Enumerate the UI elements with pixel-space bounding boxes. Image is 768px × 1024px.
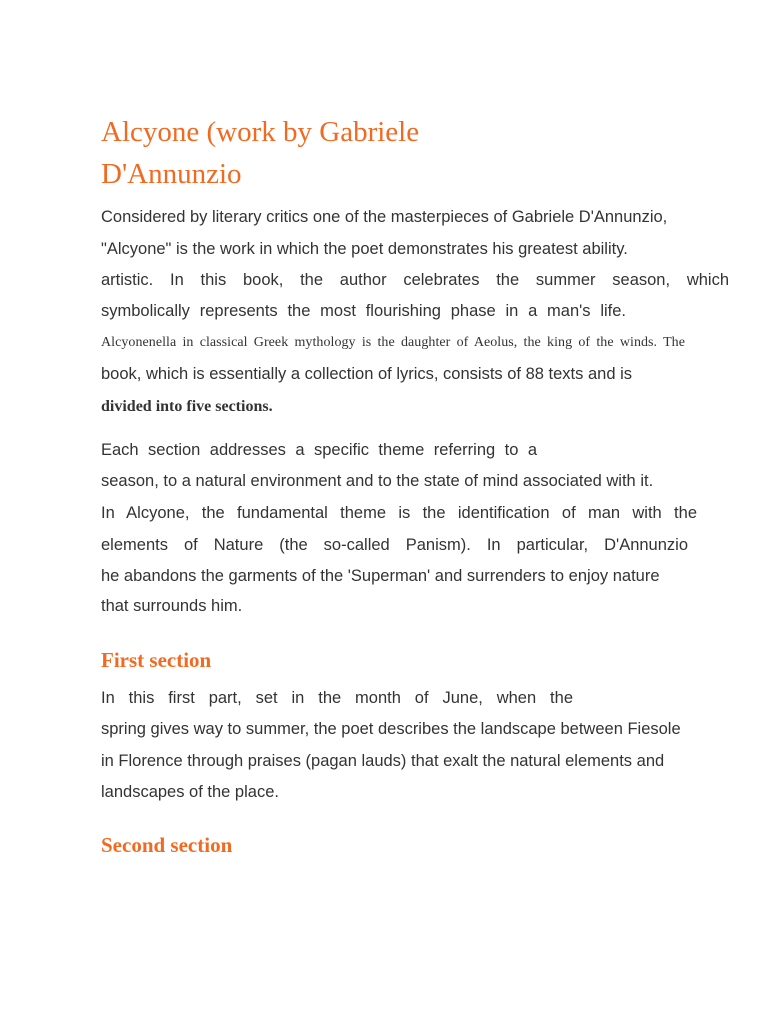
text-line: symbolically represents the most flourishing phase in a man's life.	[101, 302, 626, 320]
text-line: elements of Nature (the so-called Panism). In particular, D'Annunzio	[101, 536, 688, 554]
section-heading-first: First section	[101, 648, 212, 672]
text-line: In this first part, set in the month of June, when the	[101, 689, 573, 707]
text-line-bold: divided into five sections.	[101, 398, 273, 415]
text-line: season, to a natural environment and to the state of mind associated with it.	[101, 472, 654, 490]
text-line: landscapes of the place.	[101, 783, 279, 801]
text-line: he abandons the garments of the 'Superman' and surrenders to enjoy nature	[101, 567, 660, 585]
text-line: artistic. In this book, the author celebrates the summer season, which	[101, 271, 729, 289]
title-line: D'Annunzio	[101, 158, 242, 190]
text-line: in Florence through praises (pagan lauds) that exalt the natural elements and	[101, 752, 665, 770]
title-line: Alcyone (work by Gabriele	[101, 116, 420, 148]
text-line: Considered by literary critics one of the masterpieces of Gabriele D'Annunzio,	[101, 208, 668, 226]
text-line: Each section addresses a specific theme referring to a	[101, 441, 537, 459]
document-title	[101, 111, 419, 195]
text-line: In Alcyone, the fundamental theme is the identification of man with the	[101, 504, 697, 522]
text-line: book, which is essentially a collection of lyrics, consists of 88 texts and is	[101, 365, 632, 383]
section-heading-second: Second section	[101, 833, 233, 857]
text-line: Alcyonenella in classical Greek mythology is the daughter of Aeolus, the king of the winds. The	[101, 335, 685, 350]
text-line: spring gives way to summer, the poet describes the landscape between Fiesole	[101, 720, 681, 738]
text-line: that surrounds him.	[101, 597, 243, 615]
text-line: "Alcyone" is the work in which the poet demonstrates his greatest ability.	[101, 240, 628, 258]
